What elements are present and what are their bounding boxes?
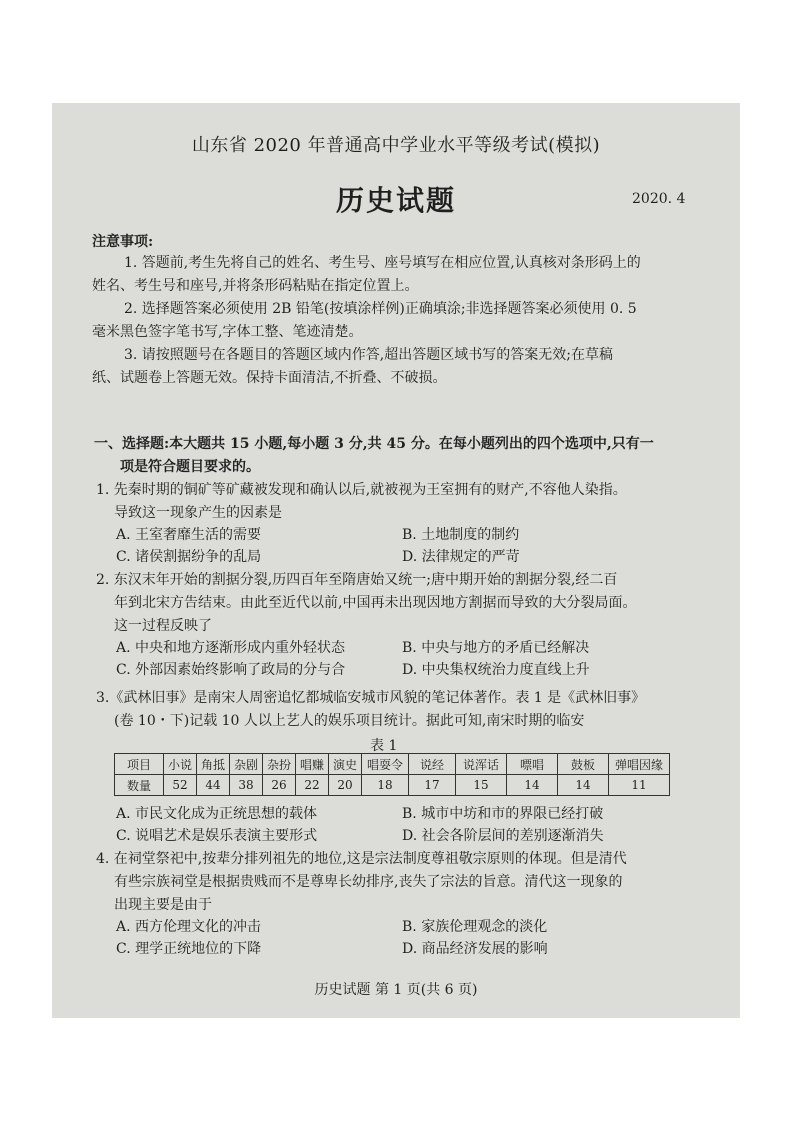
question-3-option-d: D. 社会各阶层间的差别逐渐消失 [402,828,604,844]
question-2-option-b: B. 中央与地方的矛盾已经解决 [402,640,590,656]
table-cell: 17 [409,775,456,796]
table-cell: 弹唱因缘 [609,754,670,775]
notice-line: 毫米黑色签字笔书写,字体工整、笔迹清楚。 [92,324,363,340]
question-1-option-d: D. 法律规定的严苛 [402,549,520,565]
table-cell: 15 [456,775,507,796]
table-cell: 14 [558,775,609,796]
table-row [115,754,670,775]
question-1-stem: 导致这一现象产生的因素是 [114,505,282,521]
table-cell: 唱赚 [296,754,329,775]
notice-line: 姓名、考生号和座号,并将条形码粘贴在指定位置上。 [92,278,419,294]
question-3-option-b: B. 城市中坊和市的界限已经打破 [402,806,604,822]
question-2-option-c: C. 外部因素始终影响了政局的分与合 [116,662,346,678]
question-1-option-c: C. 诸侯割据纷争的乱局 [116,549,262,565]
table-cell: 嘌唱 [507,754,558,775]
table-cell: 杂扮 [263,754,296,775]
question-3-option-c: C. 说唱艺术是娱乐表演主要形式 [116,828,318,844]
question-2-stem: 这一过程反映了 [114,618,212,634]
table-cell: 说浑话 [456,754,507,775]
exam-date: 2020. 4 [632,191,686,207]
table-title: 表 1 [370,738,398,754]
question-4-option-b: B. 家族伦理观念的淡化 [402,919,548,935]
table-cell: 38 [230,775,263,796]
notice-line: 1. 答题前,考生先将自己的姓名、考生号、座号填写在相应位置,认真核对条形码上的 [124,255,641,271]
table-row-header: 项目 [115,754,164,775]
table-cell: 18 [362,775,409,796]
table-cell: 26 [263,775,296,796]
table-cell: 鼓板 [558,754,609,775]
section-heading-cont: 项是符合题目要求的。 [120,459,260,475]
table-cell: 演史 [329,754,362,775]
question-4-option-c: C. 理学正统地位的下降 [116,941,262,957]
question-4-option-d: D. 商品经济发展的影响 [402,941,548,957]
notice-line: 纸、试题卷上答题无效。保持卡面清洁,不折叠、不破损。 [92,370,447,386]
table-cell: 11 [609,775,670,796]
question-1-option-a: A. 王室奢靡生活的需要 [116,527,262,543]
entertainment-stats-table [114,753,670,796]
question-2-stem: 年到北宋方告结束。由此至近代以前,中国再未出现因地方割据而导致的大分裂局面。 [114,595,637,611]
question-3-stem: 3.《武林旧事》是南宋人周密追忆都城临安城市风貌的笔记体著作。表 1 是《武林旧事》 [96,690,646,706]
question-3-option-a: A. 市民文化成为正统思想的载体 [116,806,318,822]
table-cell: 20 [329,775,362,796]
table-row [115,775,670,796]
question-2-option-a: A. 中央和地方逐渐形成内重外轻状态 [116,640,346,656]
section-heading: 一、选择题:本大题共 15 小题,每小题 3 分,共 45 分。在每小题列出的四个选项中,只有一 [94,436,654,452]
table-row-header: 数量 [115,775,164,796]
page-footer: 历史试题 第 1 页(共 6 页) [314,982,478,998]
question-3-stem: (卷 10・下)记载 10 人以上艺人的娱乐项目统计。据此可知,南宋时期的临安 [114,713,585,729]
question-4-option-a: A. 西方伦理文化的冲击 [116,919,262,935]
table-cell: 52 [164,775,197,796]
question-1-stem: 1. 先秦时期的铜矿等矿藏被发现和确认以后,就被视为王室拥有的财产,不容他人染指。 [96,482,627,498]
subject-title: 历史试题 [335,184,456,217]
table-cell: 44 [197,775,230,796]
question-4-stem: 有些宗族祠堂是根据贵贱而不是尊卑长幼排序,丧失了宗法的旨意。清代这一现象的 [114,874,623,890]
question-1-option-b: B. 土地制度的制约 [402,527,520,543]
notice-line: 2. 选择题答案必须使用 2B 铅笔(按填涂样例)正确填涂;非选择题答案必须使用 0. 5 [124,301,637,317]
table-cell: 小说 [164,754,197,775]
notice-line: 3. 请按照题号在各题目的答题区域内作答,超出答题区域书写的答案无效;在草稿 [124,347,613,363]
table-cell: 14 [507,775,558,796]
exam-title: 山东省 2020 年普通高中学业水平等级考试(模拟) [191,135,601,156]
table-cell: 22 [296,775,329,796]
question-4-stem: 4. 在祠堂祭祀中,按辈分排列祖先的地位,这是宗法制度尊祖敬宗原则的体现。但是清代 [96,851,627,867]
table-cell: 说经 [409,754,456,775]
exam-paper-photo [52,103,740,1018]
question-4-stem: 出现主要是由于 [114,897,212,913]
question-2-option-d: D. 中央集权统治力度直线上升 [402,662,590,678]
table-cell: 角抵 [197,754,230,775]
table-cell: 唱耍令 [362,754,409,775]
question-2-stem: 2. 东汉末年开始的割据分裂,历四百年至隋唐始又统一;唐中期开始的割据分裂,经二百 [96,572,618,588]
table-cell: 杂剧 [230,754,263,775]
exam-page [52,103,740,1018]
notice-heading: 注意事项: [92,234,154,250]
